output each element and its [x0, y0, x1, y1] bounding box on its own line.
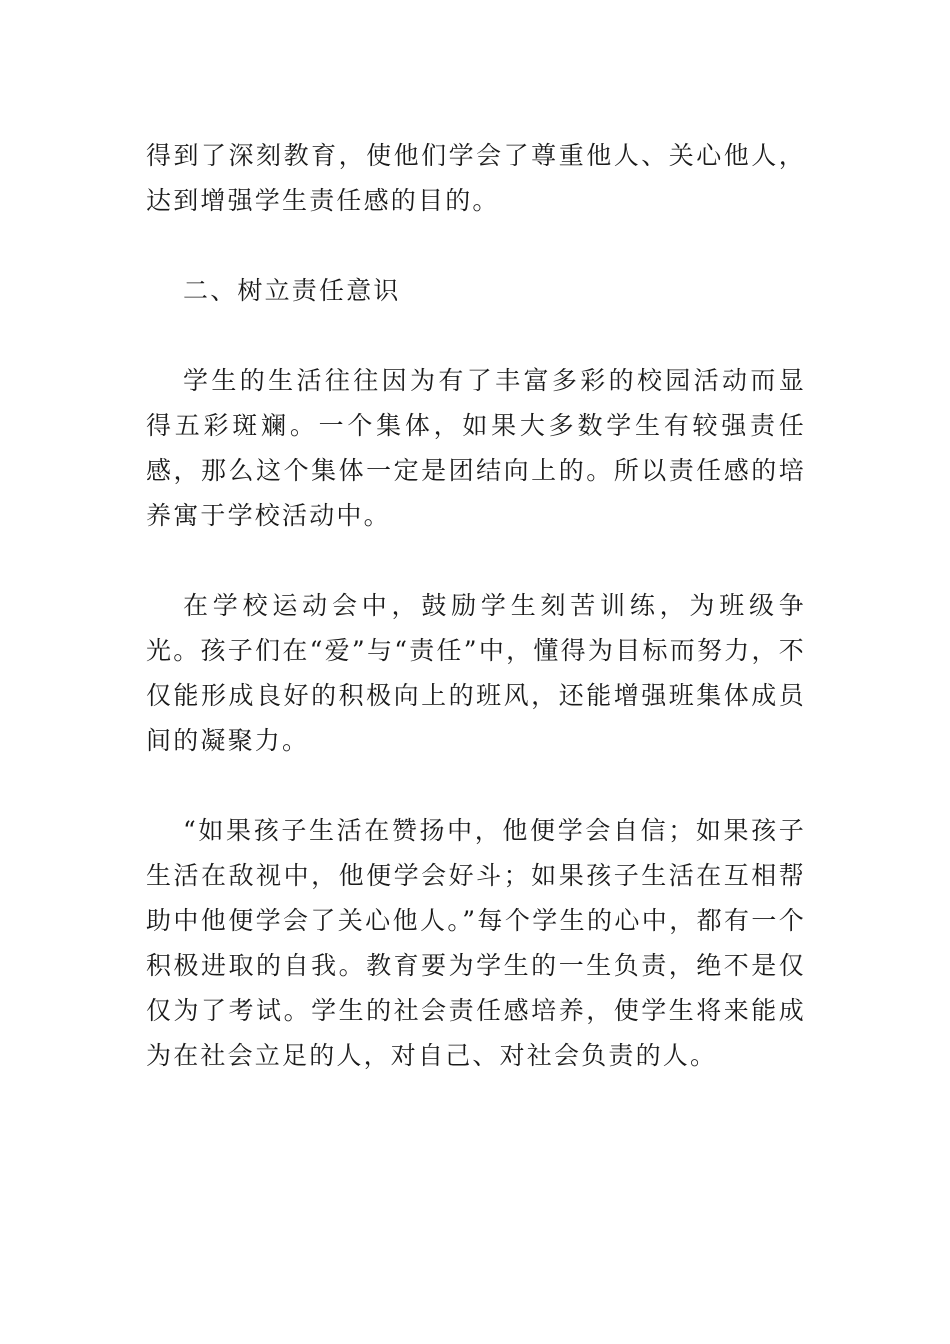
document-body	[146, 133, 806, 1078]
paragraph-quote: “如果孩子生活在赞扬中，他便学会自信；如果孩子生活在敌视中，他便学会好斗；如果孩子生活在互相帮助中他便学会了关心他人。”每个学生的心中，都有一个积极进取的自我。教育要为学生的一生负责，绝不是仅仅为了考试。学生的社会责任感培养，使学生将来能成为在社会立足的人，对自己、对社会负责的人。	[146, 816, 806, 1070]
paragraph-sports-meet: 在学校运动会中，鼓励学生刻苦训练，为班级争光。孩子们在“爱”与“责任”中，懂得为目标而努力，不仅能形成良好的积极向上的班风，还能增强班集体成员间的凝聚力。	[146, 591, 806, 755]
paragraph-campus-activities: 学生的生活往往因为有了丰富多彩的校园活动而显得五彩斑斓。一个集体，如果大多数学生有较强责任感，那么这个集体一定是团结向上的。所以责任感的培养寓于学校活动中。	[146, 366, 806, 530]
paragraph-continuation: 得到了深刻教育，使他们学会了尊重他人、关心他人，达到增强学生责任感的目的。	[146, 141, 806, 215]
section-heading: 二、树立责任意识	[183, 276, 401, 305]
